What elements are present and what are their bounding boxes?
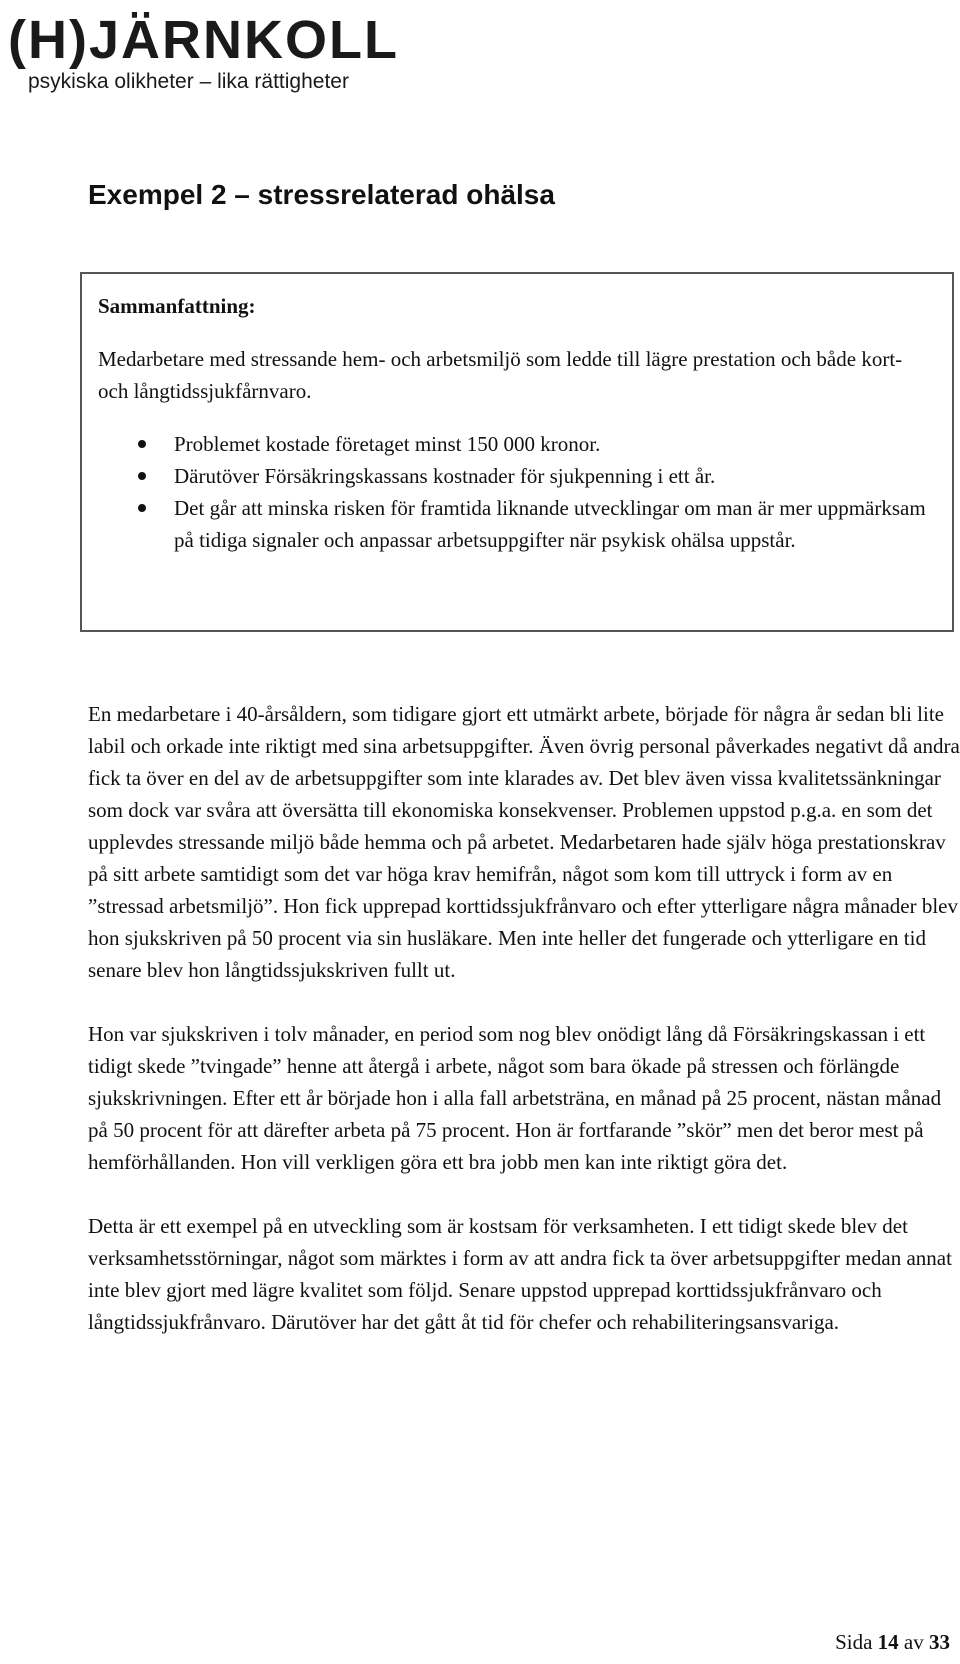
summary-bullet-text: Därutöver Försäkringskassans kostnader för sjukpenning i ett år. (174, 464, 716, 488)
bullet-icon (138, 472, 146, 480)
section-heading: Exempel 2 – stressrelaterad ohälsa (88, 179, 555, 210)
summary-box (80, 272, 954, 632)
page-number (835, 1628, 950, 1656)
summary-bullet-item (98, 492, 936, 556)
body-paragraph: Hon var sjukskriven i tolv månader, en period som nog blev onödigt lång då Försäkringskassan i ett tidigt skede ”tvingade” henne att återgå i arbete, något som bara ökade på stressen och förlängde sjukskrivningen. Efter ett år började hon i alla fall arbetsträna, en månad på 25 procent, nästan månad på 50 procent för att därefter arbeta på 75 procent. Hon är fortfarande ”skör” men det beror mest på hemförhållanden. Hon vill verkligen göra ett bra jobb men kan inte riktigt göra det. (88, 1022, 942, 1174)
body-text (88, 698, 960, 1370)
total-pages: 33 (929, 1630, 950, 1654)
page-prefix: Sida (835, 1630, 873, 1654)
summary-bullet-list (98, 428, 936, 556)
summary-title: Sammanfattning: (98, 294, 256, 318)
bullet-icon (138, 440, 146, 448)
current-page: 14 (877, 1630, 899, 1654)
summary-bullet-text: Problemet kostade företaget minst 150 000 kronor. (174, 432, 601, 456)
body-paragraph: Detta är ett exempel på en utveckling som är kostsam för verksamheten. I ett tidigt skede blev det verksamhetsstörningar, något som märktes i form av att andra fick ta över arbetsuppgifter medan annat inte blev gjort med lägre kvalitet som följd. Senare uppstod upprepad korttidssjukfrånvaro och långtidssjukfrånvaro. Därutöver har det gått åt tid för chefer och rehabiliteringsansvariga. (88, 1214, 952, 1334)
summary-bullet-item (98, 428, 936, 460)
summary-bullet-text: Det går att minska risken för framtida liknande utvecklingar om man är mer uppmärksam på tidiga signaler och anpassar arbetsuppgifter när psykisk ohälsa uppstår. (174, 496, 926, 552)
page-separator: av (903, 1630, 924, 1654)
body-paragraph: En medarbetare i 40-årsåldern, som tidigare gjort ett utmärkt arbete, började för några år sedan bli lite labil och orkade inte riktigt med sina arbetsuppgifter. Även övrig personal påverkades negativt då andra fick ta över en del av de arbetsuppgifter som inte klarades av. Det blev även vissa kvalitetssänkningar som dock var svåra att översätta till ekonomiska konsekvenser. Problemen uppstod p.g.a. en som det upplevdes stressande miljö både hemma och på arbetet. Medarbetaren hade själv höga prestationskrav på sitt arbete samtidigt som det var höga krav hemifrån, något som kom till uttryck i form av en ”stressad arbetsmiljö”. Hon fick upprepad korttidssjukfrånvaro och efter ytterligare några månader blev hon sjukskriven på 50 procent via sin husläkare. Men inte heller det fungerade och ytterligare en tid senare blev hon långtidssjukskriven fullt ut. (88, 702, 960, 982)
logo-name: (H)JÄRNKOLL (8, 10, 399, 70)
organization-logo (8, 12, 428, 94)
bullet-icon (138, 504, 146, 512)
summary-bullet-item (98, 460, 936, 492)
summary-text: Medarbetare med stressande hem- och arbetsmiljö som ledde till lägre prestation och både kort- och långtidssjukfårnvaro. (98, 347, 903, 403)
logo-tagline: psykiska olikheter – lika rättigheter (28, 70, 349, 93)
